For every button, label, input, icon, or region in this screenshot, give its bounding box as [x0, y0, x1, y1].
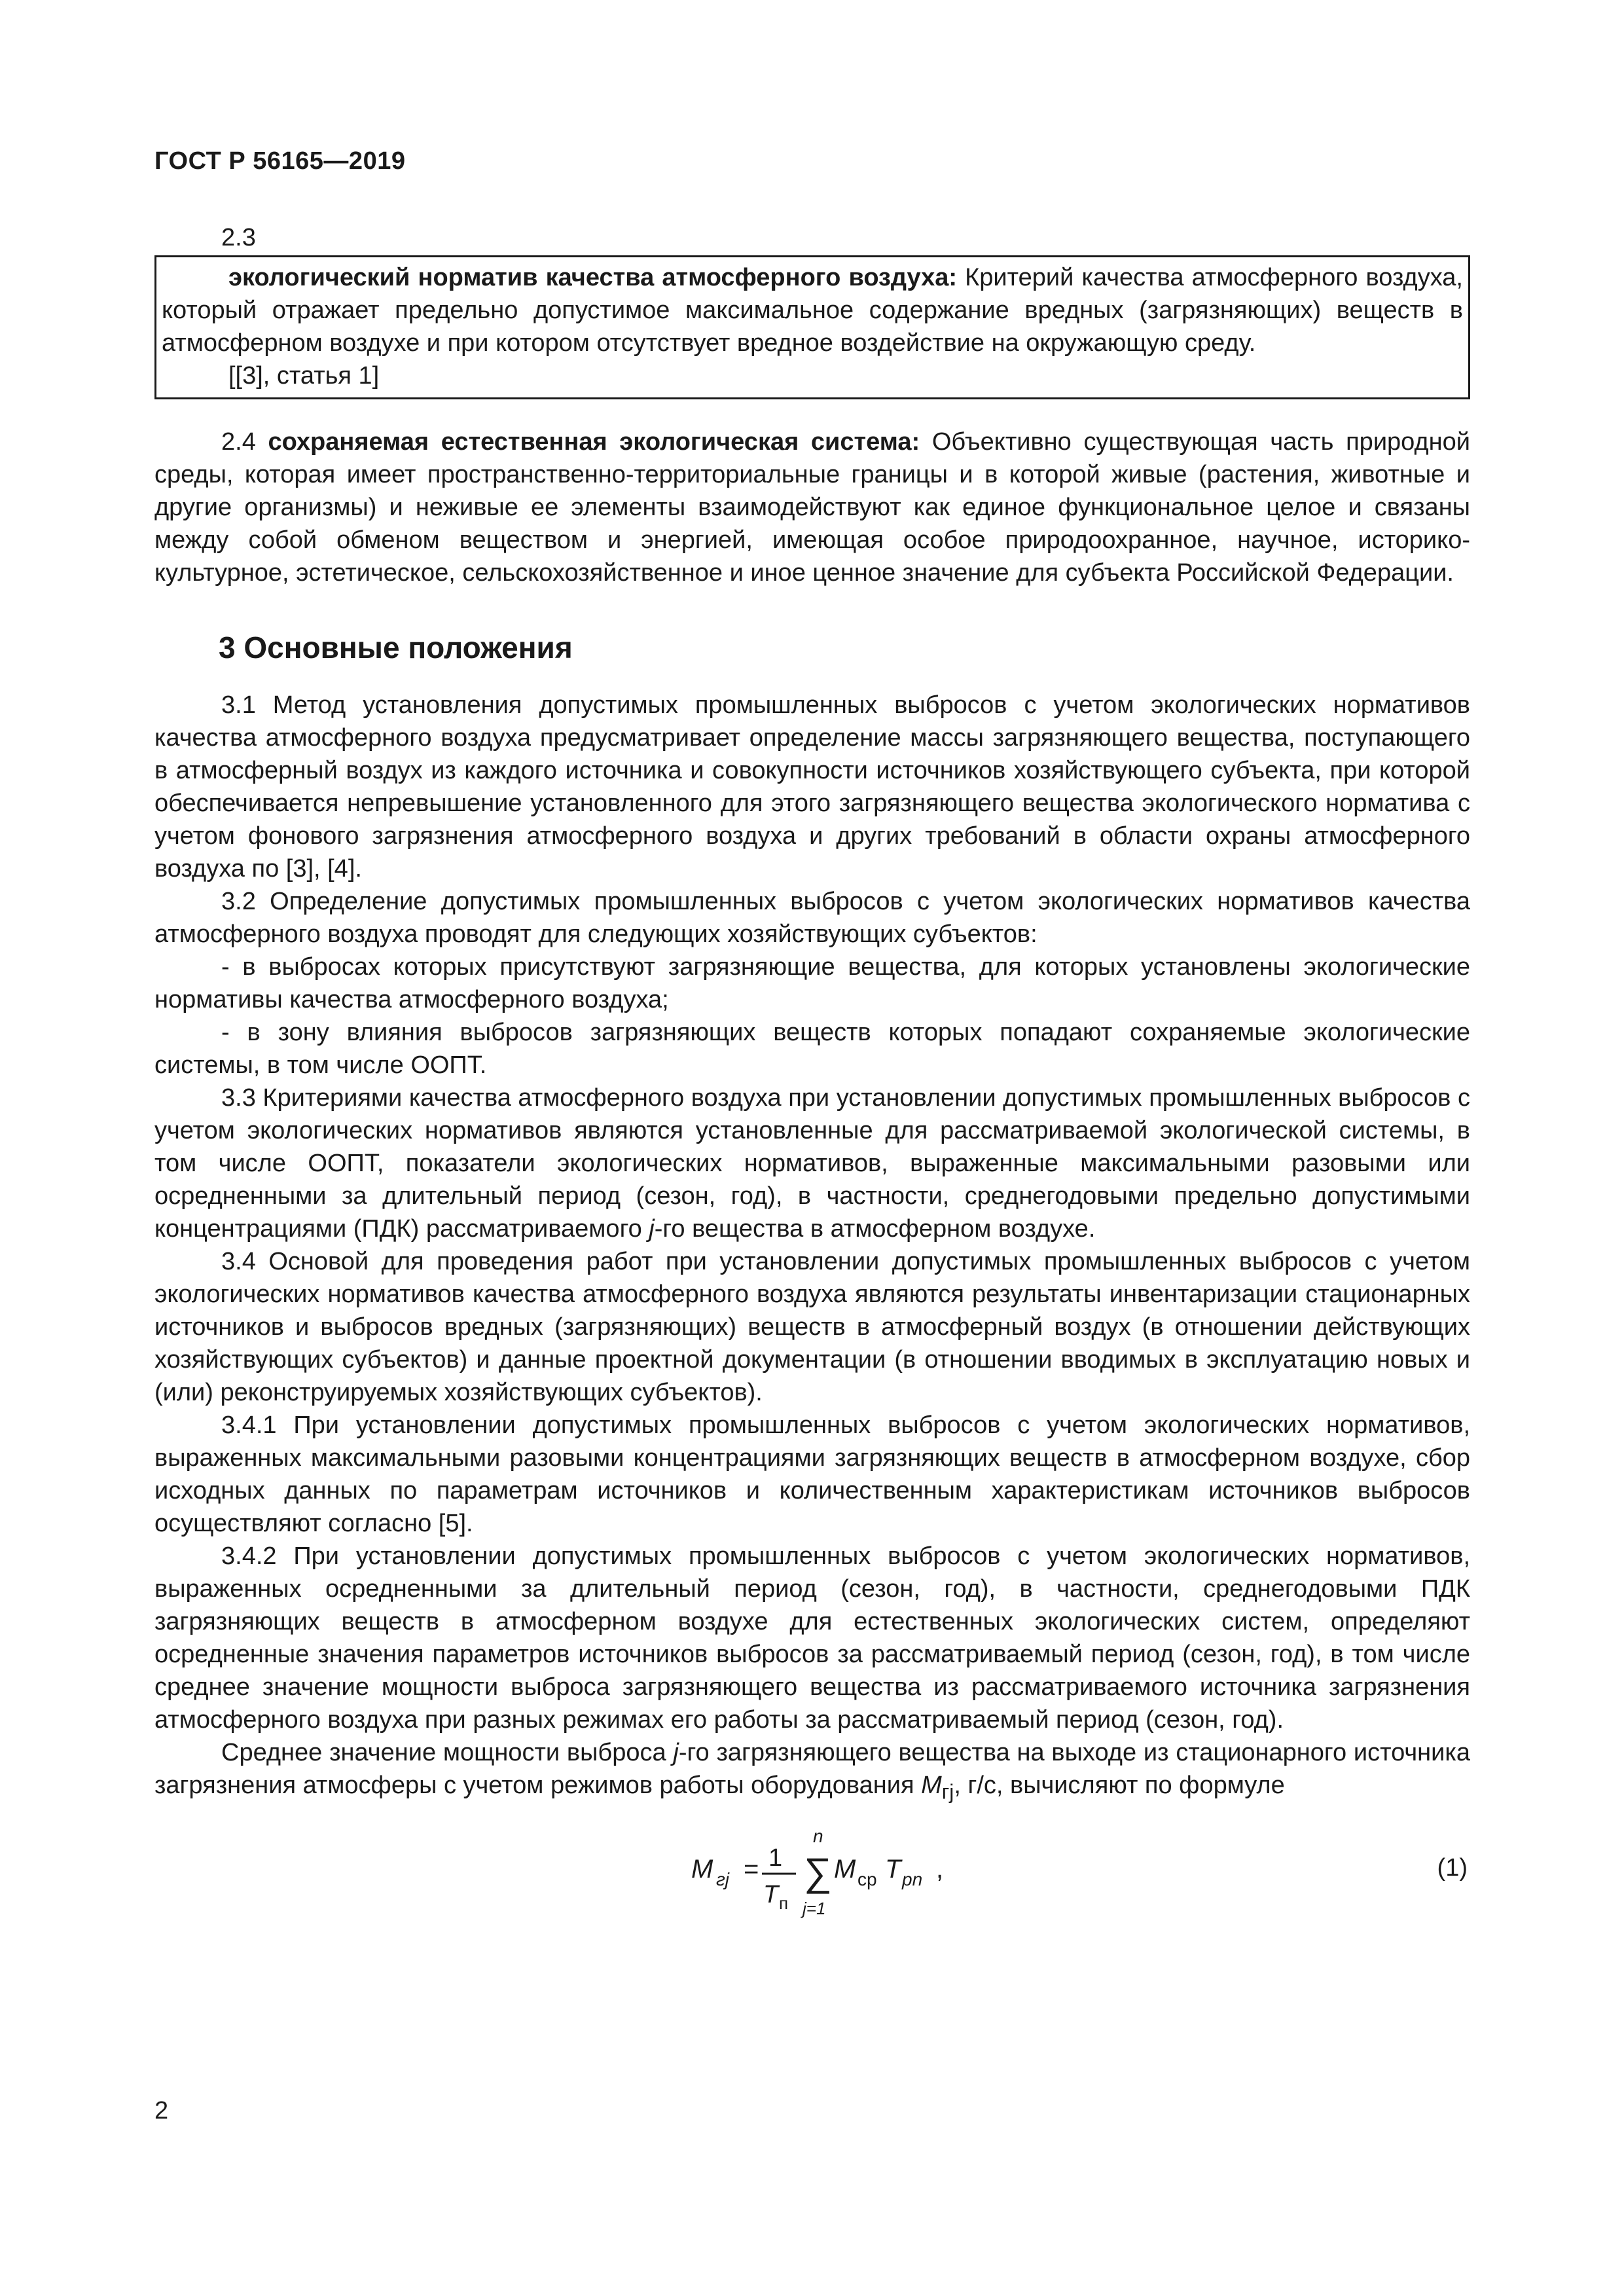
formula-1 [154, 1821, 1470, 1933]
paragraph-3-1: 3.1 Метод установления допустимых промышленных выбросов с учетом экологических нормативов качества атмосферного воздуха предусматривает определение массы загрязняющего вещества, поступающего в атмосферный воздух из каждого источника и совокупности источников хозяйствующего субъекта, при которой обеспечивается непревышение установленного для этого загрязняющего вещества экологического норматива с учетом фонового загрязнения атмосферного воздуха и других требований в области охраны атмосферного воздуха по [3], [4]. [154, 691, 1470, 883]
mean-text-a: Среднее значение мощности выброса [221, 1739, 674, 1766]
mean-text-b: -го загрязняющего вещества на выходе из стационарного источника загрязнения атмосферы с учетом режимов работы оборудования [154, 1739, 1470, 1799]
term-2-3-text: Критерий качества атмосферного воздуха, который отражает предельно допустимое максимальное содержание вредных (загрязняющих) веществ в атмосферном воздухе и при котором отсутствует вредное воздействие на окружающую среду. [162, 264, 1463, 357]
paragraph-3-3-j: j [649, 1215, 655, 1243]
paragraph-3-4-2: 3.4.2 При установлении допустимых промышленных выбросов с учетом экологических нормативов, выраженных осредненными за длительный период (сезон, год), в частности, среднегодовыми ПДК загрязняющих веществ в атмосферном воздухе для естественных экологических систем, определяют осредненные значения параметров источников выбросов за рассматриваемый период (сезон, год), в том числе среднее значение мощности выброса загрязняющего вещества из рассматриваемого источника загрязнения атмосферного воздуха при разных режимах его работы за рассматриваемый период (сезон, год). [154, 1542, 1470, 1734]
formula-graphic [691, 1821, 966, 1933]
mean-text-c: , г/с, вычисляют по формуле [954, 1772, 1285, 1799]
term-definition-box [154, 255, 1470, 399]
term-2-4-number: 2.4 [221, 428, 268, 456]
sum-lower: j=1 [803, 1898, 826, 1918]
term-2-3-source: [[3], статья 1] [228, 362, 380, 390]
list-item-2: - в зону влияния выбросов загрязняющих веществ которых попадают сохраняемые экологические системы, в том числе ООПТ. [154, 1019, 1470, 1079]
sum-symbol: ∑ [804, 1850, 832, 1894]
term-2-3-name: экологический норматив качества атмосферного воздуха: [228, 264, 958, 291]
paragraph-mean-emission [154, 1736, 1470, 1808]
page-number: 2 [154, 2097, 169, 2124]
section-3-title: 3 Основные положения [219, 630, 573, 665]
paragraph-3-3-text-b: -го вещества в атмосферном воздухе. [654, 1215, 1096, 1243]
mean-M-sub: гj [941, 1779, 954, 1804]
term-2-3-definition [162, 261, 1463, 359]
formula-term-T: T [885, 1854, 901, 1884]
term-2-4-text: Объективно существующая часть природной среды, которая имеет пространственно-территориальные границы и в которой живые (растения, животные и другие организмы) и неживые ее элементы взаимодействуют как единое функциональное целое и связаны между собой обменом веществом и энергией, имеющая особое природоохранное, научное, историко-культурное, эстетическое, сельскохозяйственное и иное ценное значение для субъекта Российской Федерации. [154, 428, 1470, 587]
paragraph-3-4: 3.4 Основой для проведения работ при установлении допустимых промышленных выбросов с учетом экологических нормативов качества атмосферного воздуха являются результаты инвентаризации стационарных источников и выбросов вредных (загрязняющих) веществ в атмосферный воздух (в отношении действующих хозяйствующих субъектов) и данные проектной документации (в отношении вводимых в эксплуатацию новых и (или) реконструируемых хозяйствующих субъектов). [154, 1248, 1470, 1406]
term-number-2-3: 2.3 [221, 224, 256, 251]
document-header: ГОСТ Р 56165—2019 [154, 147, 406, 175]
formula-lhs-sub: гj [716, 1868, 730, 1889]
paragraph-3-3 [154, 1082, 1470, 1245]
paragraph-3-2: 3.2 Определение допустимых промышленных выбросов с учетом экологических нормативов качества атмосферного воздуха проводят для следующих хозяйствующих субъектов: [154, 888, 1470, 948]
document-body [154, 221, 1470, 1933]
equation-number: (1) [1437, 1853, 1468, 1882]
term-2-4-name: сохраняемая естественная экологическая система: [268, 428, 920, 456]
list-item-1: - в выбросах которых присутствуют загрязняющие вещества, для которых установлены экологические нормативы качества атмосферного воздуха; [154, 953, 1470, 1013]
formula-term-M: M [834, 1854, 856, 1884]
formula-term-T-sub: pn [902, 1868, 923, 1889]
paragraph-3-3-text-a: 3.3 Критериями качества атмосферного воздуха при установлении допустимых промышленных выбросов с учетом экологических нормативов являются установленные для рассматриваемой экологической системы, в том числе ООПТ, показатели экологических нормативов, выраженные максимальными разовыми или осредненными за длительный период (сезон, год), в частности, среднегодовыми предельно допустимыми концентрациями (ПДК) рассматриваемого [154, 1084, 1470, 1243]
sum-upper: n [813, 1825, 823, 1846]
formula-denominator: T [763, 1880, 779, 1908]
formula-lhs: M [691, 1854, 713, 1884]
mean-M: M [921, 1772, 942, 1799]
formula-equals: = [744, 1854, 759, 1884]
formula-comma: , [936, 1854, 944, 1884]
formula-numerator: 1 [768, 1844, 783, 1872]
formula-term-M-sub: ср [857, 1868, 877, 1889]
formula-denominator-sub: п [779, 1893, 789, 1913]
mean-j: j [673, 1739, 679, 1766]
paragraph-3-4-1: 3.4.1 При установлении допустимых промышленных выбросов с учетом экологических нормативов, выраженных максимальными разовыми концентрациями загрязняющих веществ в атмосферном воздухе, сбор исходных данных по параметрам источников и количественным характеристикам источников выбросов осуществляют согласно [5]. [154, 1412, 1470, 1537]
term-2-4-definition [154, 426, 1470, 589]
